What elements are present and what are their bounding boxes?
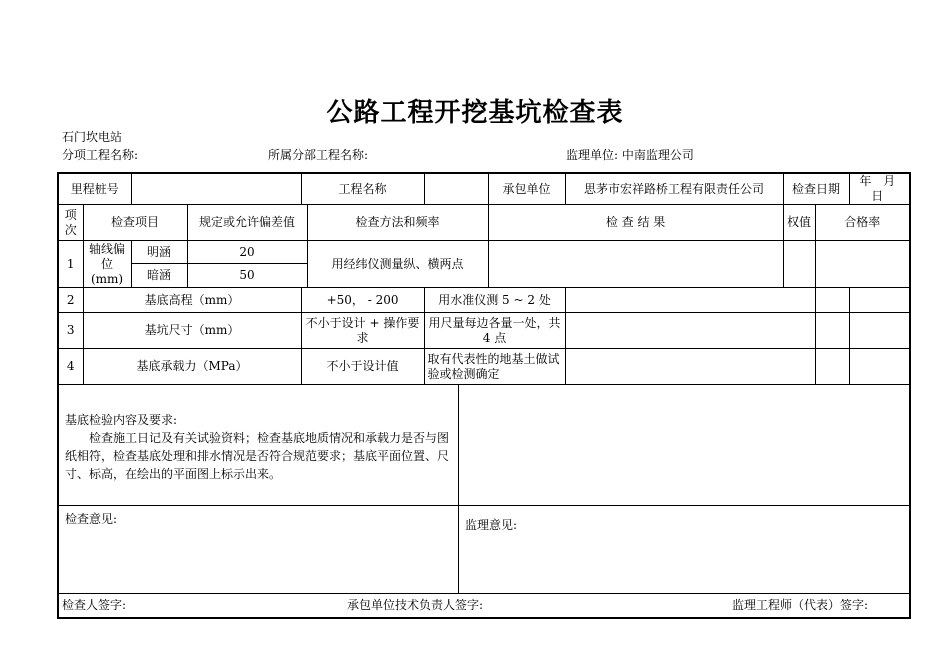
- inspector-signature: 检查人签字:: [58, 594, 307, 618]
- tolerance-value: 20: [187, 241, 307, 264]
- info-row: [58, 173, 910, 205]
- col-header-tolerance: 规定或允许偏差值: [187, 205, 307, 241]
- result-cell: [565, 349, 815, 385]
- item-unit: (mm): [90, 271, 124, 286]
- weight-cell: [783, 241, 815, 288]
- inspection-table: [57, 172, 911, 619]
- opinions-row: [58, 506, 910, 594]
- inspection-date-label: 检查日期: [783, 173, 849, 205]
- item-no: 4: [58, 349, 83, 385]
- method-text: 用水准仪测 5 ~ 2 处: [424, 288, 565, 313]
- engineer-signature: 监理工程师（代表）签字:: [722, 594, 910, 618]
- supervision-opinion-label: 监理意见:: [465, 518, 518, 532]
- supervisor-label: 监理单位:: [566, 148, 619, 162]
- signature-row: [58, 594, 910, 618]
- project-name-value: [424, 173, 488, 205]
- requirements-blank: [459, 385, 909, 505]
- tolerance-value: 不小于设计 + 操作要求: [301, 313, 424, 349]
- weight-cell: [815, 288, 849, 313]
- pass-rate-cell: [815, 241, 910, 288]
- item-name: [83, 241, 131, 288]
- item-name: 基坑尺寸（mm）: [83, 313, 301, 349]
- result-cell: [565, 313, 815, 349]
- table-row: [58, 241, 910, 264]
- item-name: 基底承载力（MPa）: [83, 349, 301, 385]
- supervision-opinion-box: [459, 506, 909, 593]
- page-title: 公路工程开挖基坑检查表: [326, 98, 624, 128]
- requirements-body: 检查施工日记及有关试验资料；检查基底地质情况和承载力是否与图纸相符，检查基底处理和排水情况是否符合规范要求；基底平面位置、尺寸、标高，在绘出的平面图上标示出来。: [65, 431, 450, 481]
- item-no: 2: [58, 288, 83, 313]
- tolerance-value: 不小于设计值: [301, 349, 424, 385]
- table-row: [58, 349, 910, 385]
- column-header-row: [58, 205, 910, 241]
- pass-rate-cell: [849, 288, 910, 313]
- method-text: 用经纬仪测量纵、横两点: [307, 241, 488, 288]
- pass-rate-cell: [849, 313, 910, 349]
- requirements-title: 基底检验内容及要求:: [65, 413, 178, 427]
- site-name: 石门坎电站: [62, 130, 123, 144]
- method-text: 用尺量每边各量一处，共 4 点: [424, 313, 565, 349]
- sub-item-name: 暗涵: [131, 264, 187, 288]
- weight-cell: [815, 349, 849, 385]
- requirements-cell: [58, 385, 910, 506]
- requirements-row: [58, 385, 910, 506]
- tolerance-value: 50: [187, 264, 307, 288]
- item-no: 3: [58, 313, 83, 349]
- supervisor-unit: [566, 146, 694, 163]
- weight-cell: [815, 313, 849, 349]
- inspection-opinion-label: 检查意见:: [65, 512, 118, 526]
- col-header-method: 检查方法和频率: [307, 205, 488, 241]
- col-header-no: 项次: [58, 205, 83, 241]
- inspection-date-value: 年 月 日: [849, 173, 910, 205]
- requirements-text: [59, 385, 459, 505]
- station-value: [131, 173, 301, 205]
- col-header-pass-rate: 合格率: [815, 205, 910, 241]
- inspection-opinion-box: [59, 506, 459, 593]
- sub-item-name: 明涵: [131, 241, 187, 264]
- contractor-value: 思茅市宏祥路桥工程有限责任公司: [565, 173, 783, 205]
- col-header-item: 检查项目: [83, 205, 187, 241]
- col-header-weight: 权值: [783, 205, 815, 241]
- table-row: [58, 288, 910, 313]
- tolerance-value: +50， - 200: [301, 288, 424, 313]
- col-header-result: 检 查 结 果: [488, 205, 783, 241]
- item-name: 基底高程（mm）: [83, 288, 301, 313]
- opinions-cell: [58, 506, 910, 594]
- result-cell: [565, 288, 815, 313]
- pass-rate-cell: [849, 349, 910, 385]
- supervisor-value: 中南监理公司: [621, 148, 694, 162]
- method-text: 取有代表性的地基土做试验或检测确定: [424, 349, 565, 385]
- division-name-label: 所属分部工程名称:: [268, 148, 369, 162]
- station-label: 里程桩号: [58, 173, 131, 205]
- sub-item-name-label: 分项工程名称:: [62, 148, 139, 162]
- item-no: 1: [58, 241, 83, 288]
- result-cell: [488, 241, 783, 288]
- table-row: [58, 313, 910, 349]
- contractor-label: 承包单位: [488, 173, 565, 205]
- project-name-label: 工程名称: [301, 173, 424, 205]
- item-name-text: 轴线偏位: [89, 241, 126, 271]
- contractor-tech-signature: 承包单位技术负责人签字:: [307, 594, 722, 618]
